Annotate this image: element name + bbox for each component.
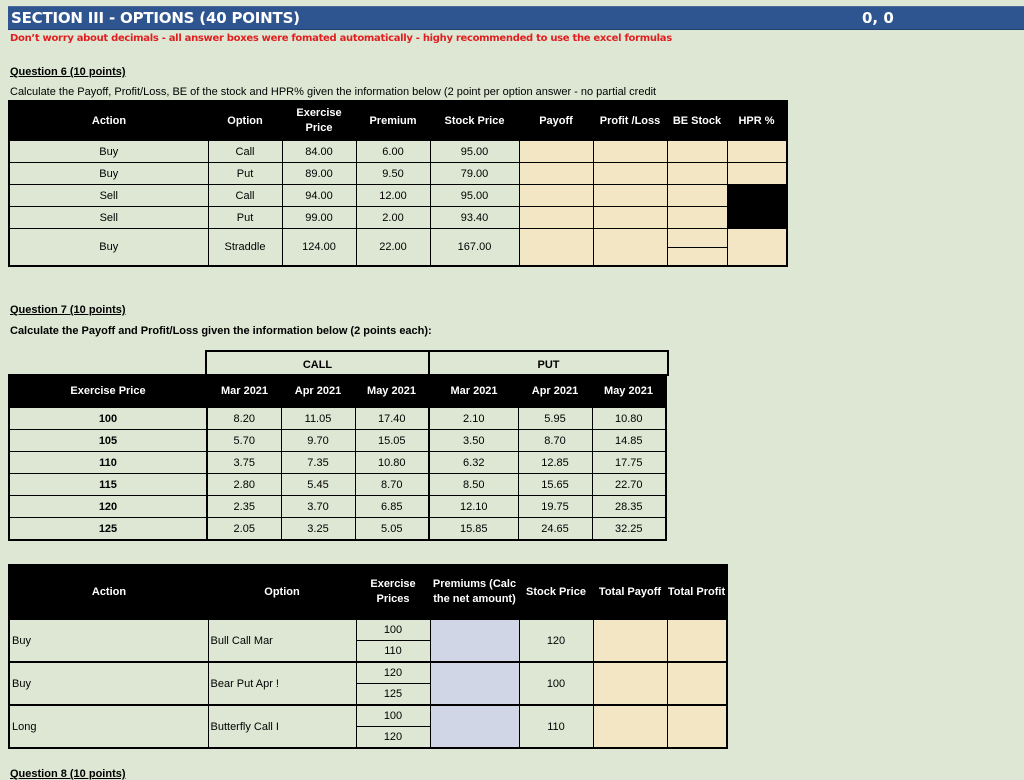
col-put-may: May 2021 (592, 375, 666, 408)
stock-cell[interactable]: 93.40 (430, 207, 519, 229)
strike-cell[interactable]: 120 (356, 727, 430, 749)
be-stock-split-input[interactable] (667, 229, 727, 267)
strike-cell[interactable]: 120 (356, 662, 430, 684)
strike-cell[interactable]: 100 (356, 705, 430, 727)
premium-cell[interactable]: 9.50 (356, 163, 430, 185)
put-cell[interactable]: 12.85 (518, 452, 592, 474)
table-row (9, 430, 666, 452)
hpr-input[interactable] (727, 141, 787, 163)
total-profit-input[interactable] (667, 662, 727, 705)
col-exercise-price: Exercise Price (282, 101, 356, 141)
put-cell[interactable]: 3.50 (429, 430, 518, 452)
col-profit-loss: Profit /Loss (593, 101, 667, 141)
stock-cell[interactable]: 100 (519, 662, 593, 705)
hpr-input[interactable] (727, 229, 787, 267)
profit-loss-input[interactable] (593, 163, 667, 185)
col-option: Option (208, 565, 356, 619)
put-cell[interactable]: 15.65 (518, 474, 592, 496)
action-cell[interactable]: Sell (9, 185, 208, 207)
col-total-payoff: Total Payoff (593, 565, 667, 619)
premium-cell[interactable]: 12.00 (356, 185, 430, 207)
table-row (9, 207, 787, 229)
col-stock-price: Stock Price (430, 101, 519, 141)
table-row (9, 496, 666, 518)
call-cell[interactable]: 17.40 (355, 408, 429, 430)
stock-cell[interactable]: 79.00 (430, 163, 519, 185)
option-cell[interactable]: Straddle (208, 229, 282, 267)
col-call-apr: Apr 2021 (281, 375, 355, 408)
hpr-input[interactable] (727, 163, 787, 185)
call-cell[interactable]: 6.85 (355, 496, 429, 518)
call-cell[interactable]: 2.80 (207, 474, 281, 496)
col-payoff: Payoff (519, 101, 593, 141)
action-cell[interactable]: Buy (9, 619, 208, 662)
call-cell[interactable]: 5.70 (207, 430, 281, 452)
put-cell[interactable]: 14.85 (592, 430, 666, 452)
col-put-apr: Apr 2021 (518, 375, 592, 408)
option-cell[interactable]: Butterfly Call I (208, 705, 356, 748)
col-action: Action (9, 565, 208, 619)
strike-cell[interactable]: 120 (9, 496, 207, 518)
call-cell[interactable]: 10.80 (355, 452, 429, 474)
q7-title: Question 7 (10 points) (10, 304, 126, 316)
put-cell[interactable]: 32.25 (592, 518, 666, 541)
warning-note: Don’t worry about decimals - all answer boxes were fomated automatically - highy recommended to use the excel formulas (10, 33, 672, 44)
action-cell[interactable]: Sell (9, 207, 208, 229)
option-cell[interactable]: Call (208, 185, 282, 207)
call-cell[interactable]: 5.45 (281, 474, 355, 496)
table-row (9, 518, 666, 541)
q7-premium-table (8, 374, 667, 541)
call-cell[interactable]: 3.75 (207, 452, 281, 474)
put-cell[interactable]: 12.10 (429, 496, 518, 518)
call-group-header: CALL (205, 350, 430, 376)
stock-cell[interactable]: 120 (519, 619, 593, 662)
put-cell[interactable]: 5.95 (518, 408, 592, 430)
put-cell[interactable]: 19.75 (518, 496, 592, 518)
strike-cell[interactable]: 100 (356, 619, 430, 641)
table-row (9, 229, 787, 267)
action-cell[interactable]: Buy (9, 229, 208, 267)
option-cell[interactable]: Put (208, 163, 282, 185)
payoff-input[interactable] (519, 229, 593, 267)
put-cell[interactable]: 22.70 (592, 474, 666, 496)
table-row (9, 141, 787, 163)
total-payoff-input[interactable] (593, 662, 667, 705)
total-profit-input[interactable] (667, 705, 727, 748)
profit-loss-input[interactable] (593, 229, 667, 267)
put-cell[interactable]: 10.80 (592, 408, 666, 430)
col-exercise-price: Exercise Price (9, 375, 207, 408)
table-row (9, 705, 727, 727)
stock-cell[interactable]: 167.00 (430, 229, 519, 267)
call-cell[interactable]: 8.20 (207, 408, 281, 430)
strike-cell[interactable]: 125 (356, 684, 430, 706)
payoff-input[interactable] (519, 207, 593, 229)
call-cell[interactable]: 15.05 (355, 430, 429, 452)
col-stock-price: Stock Price (519, 565, 593, 619)
exercise-cell[interactable]: 94.00 (282, 185, 356, 207)
table-row (9, 662, 727, 684)
col-call-mar: Mar 2021 (207, 375, 281, 408)
call-cell[interactable]: 8.70 (355, 474, 429, 496)
strike-cell[interactable]: 110 (356, 641, 430, 663)
col-action: Action (9, 101, 208, 141)
option-cell[interactable]: Put (208, 207, 282, 229)
table-row (9, 474, 666, 496)
col-hpr: HPR % (727, 101, 787, 141)
q7-strategy-table (8, 564, 728, 749)
call-cell[interactable]: 3.70 (281, 496, 355, 518)
action-cell[interactable]: Buy (9, 163, 208, 185)
profit-loss-input[interactable] (593, 141, 667, 163)
be-stock-input[interactable] (667, 141, 727, 163)
exercise-cell[interactable]: 84.00 (282, 141, 356, 163)
table-row (9, 163, 787, 185)
premium-input[interactable] (430, 705, 519, 748)
total-payoff-input[interactable] (593, 619, 667, 662)
q8-title-partial: Question 8 (10 points) (10, 768, 126, 780)
premium-cell[interactable]: 6.00 (356, 141, 430, 163)
q6-title: Question 6 (10 points) (10, 66, 126, 78)
section-banner (8, 6, 1024, 30)
table-row (9, 452, 666, 474)
be-stock-input[interactable] (667, 207, 727, 229)
put-cell[interactable]: 15.85 (429, 518, 518, 541)
put-cell[interactable]: 8.70 (518, 430, 592, 452)
put-cell[interactable]: 2.10 (429, 408, 518, 430)
table-row (9, 619, 727, 641)
payoff-input[interactable] (519, 141, 593, 163)
stock-cell[interactable]: 110 (519, 705, 593, 748)
col-premiums: Premiums (Calc the net amount) (430, 565, 519, 619)
profit-loss-input[interactable] (593, 185, 667, 207)
action-cell[interactable]: Long (9, 705, 208, 748)
q6-description: Calculate the Payoff, Profit/Loss, BE of the stock and HPR% given the information below (2 point per option answer - no partial credit (10, 86, 657, 98)
premium-input[interactable] (430, 662, 519, 705)
col-put-mar: Mar 2021 (429, 375, 518, 408)
option-cell[interactable]: Bear Put Apr ! (208, 662, 356, 705)
col-premium: Premium (356, 101, 430, 141)
call-cell[interactable]: 3.25 (281, 518, 355, 541)
premium-input[interactable] (430, 619, 519, 662)
col-call-may: May 2021 (355, 375, 429, 408)
option-cell[interactable]: Call (208, 141, 282, 163)
strike-cell[interactable]: 110 (9, 452, 207, 474)
exercise-cell[interactable]: 89.00 (282, 163, 356, 185)
be-stock-upper-input[interactable] (668, 229, 727, 248)
col-be-stock: BE Stock (667, 101, 727, 141)
call-cell[interactable]: 9.70 (281, 430, 355, 452)
table-row (9, 185, 787, 207)
be-stock-lower-input[interactable] (668, 248, 727, 266)
call-cell[interactable]: 11.05 (281, 408, 355, 430)
premium-cell[interactable]: 22.00 (356, 229, 430, 267)
stock-cell[interactable]: 95.00 (430, 185, 519, 207)
total-payoff-input[interactable] (593, 705, 667, 748)
q7-description: Calculate the Payoff and Profit/Loss given the information below (2 points each): (10, 325, 432, 337)
col-option: Option (208, 101, 282, 141)
payoff-input[interactable] (519, 163, 593, 185)
stock-cell[interactable]: 95.00 (430, 141, 519, 163)
put-group-header: PUT (428, 350, 669, 376)
put-cell[interactable]: 6.32 (429, 452, 518, 474)
total-profit-input[interactable] (667, 619, 727, 662)
payoff-input[interactable] (519, 185, 593, 207)
strike-cell[interactable]: 105 (9, 430, 207, 452)
strike-cell[interactable]: 125 (9, 518, 207, 541)
q6-table (8, 100, 788, 267)
action-cell[interactable]: Buy (9, 662, 208, 705)
hpr-blocked-cell (727, 185, 787, 229)
option-cell[interactable]: Bull Call Mar (208, 619, 356, 662)
col-exercise-prices: Exercise Prices (356, 565, 430, 619)
call-cell[interactable]: 2.05 (207, 518, 281, 541)
premium-cell[interactable]: 2.00 (356, 207, 430, 229)
action-cell[interactable]: Buy (9, 141, 208, 163)
strike-cell[interactable]: 100 (9, 408, 207, 430)
be-stock-input[interactable] (667, 185, 727, 207)
col-total-profit: Total Profit (667, 565, 727, 619)
put-cell[interactable]: 28.35 (592, 496, 666, 518)
table-row (9, 408, 666, 430)
be-stock-input[interactable] (667, 163, 727, 185)
call-cell[interactable]: 2.35 (207, 496, 281, 518)
profit-loss-input[interactable] (593, 207, 667, 229)
cell-reference: 0, 0 (862, 9, 894, 27)
put-cell[interactable]: 24.65 (518, 518, 592, 541)
section-title: SECTION III - OPTIONS (40 POINTS) (11, 9, 300, 27)
put-cell[interactable]: 8.50 (429, 474, 518, 496)
strike-cell[interactable]: 115 (9, 474, 207, 496)
call-cell[interactable]: 5.05 (355, 518, 429, 541)
exercise-cell[interactable]: 124.00 (282, 229, 356, 267)
exercise-cell[interactable]: 99.00 (282, 207, 356, 229)
call-cell[interactable]: 7.35 (281, 452, 355, 474)
put-cell[interactable]: 17.75 (592, 452, 666, 474)
